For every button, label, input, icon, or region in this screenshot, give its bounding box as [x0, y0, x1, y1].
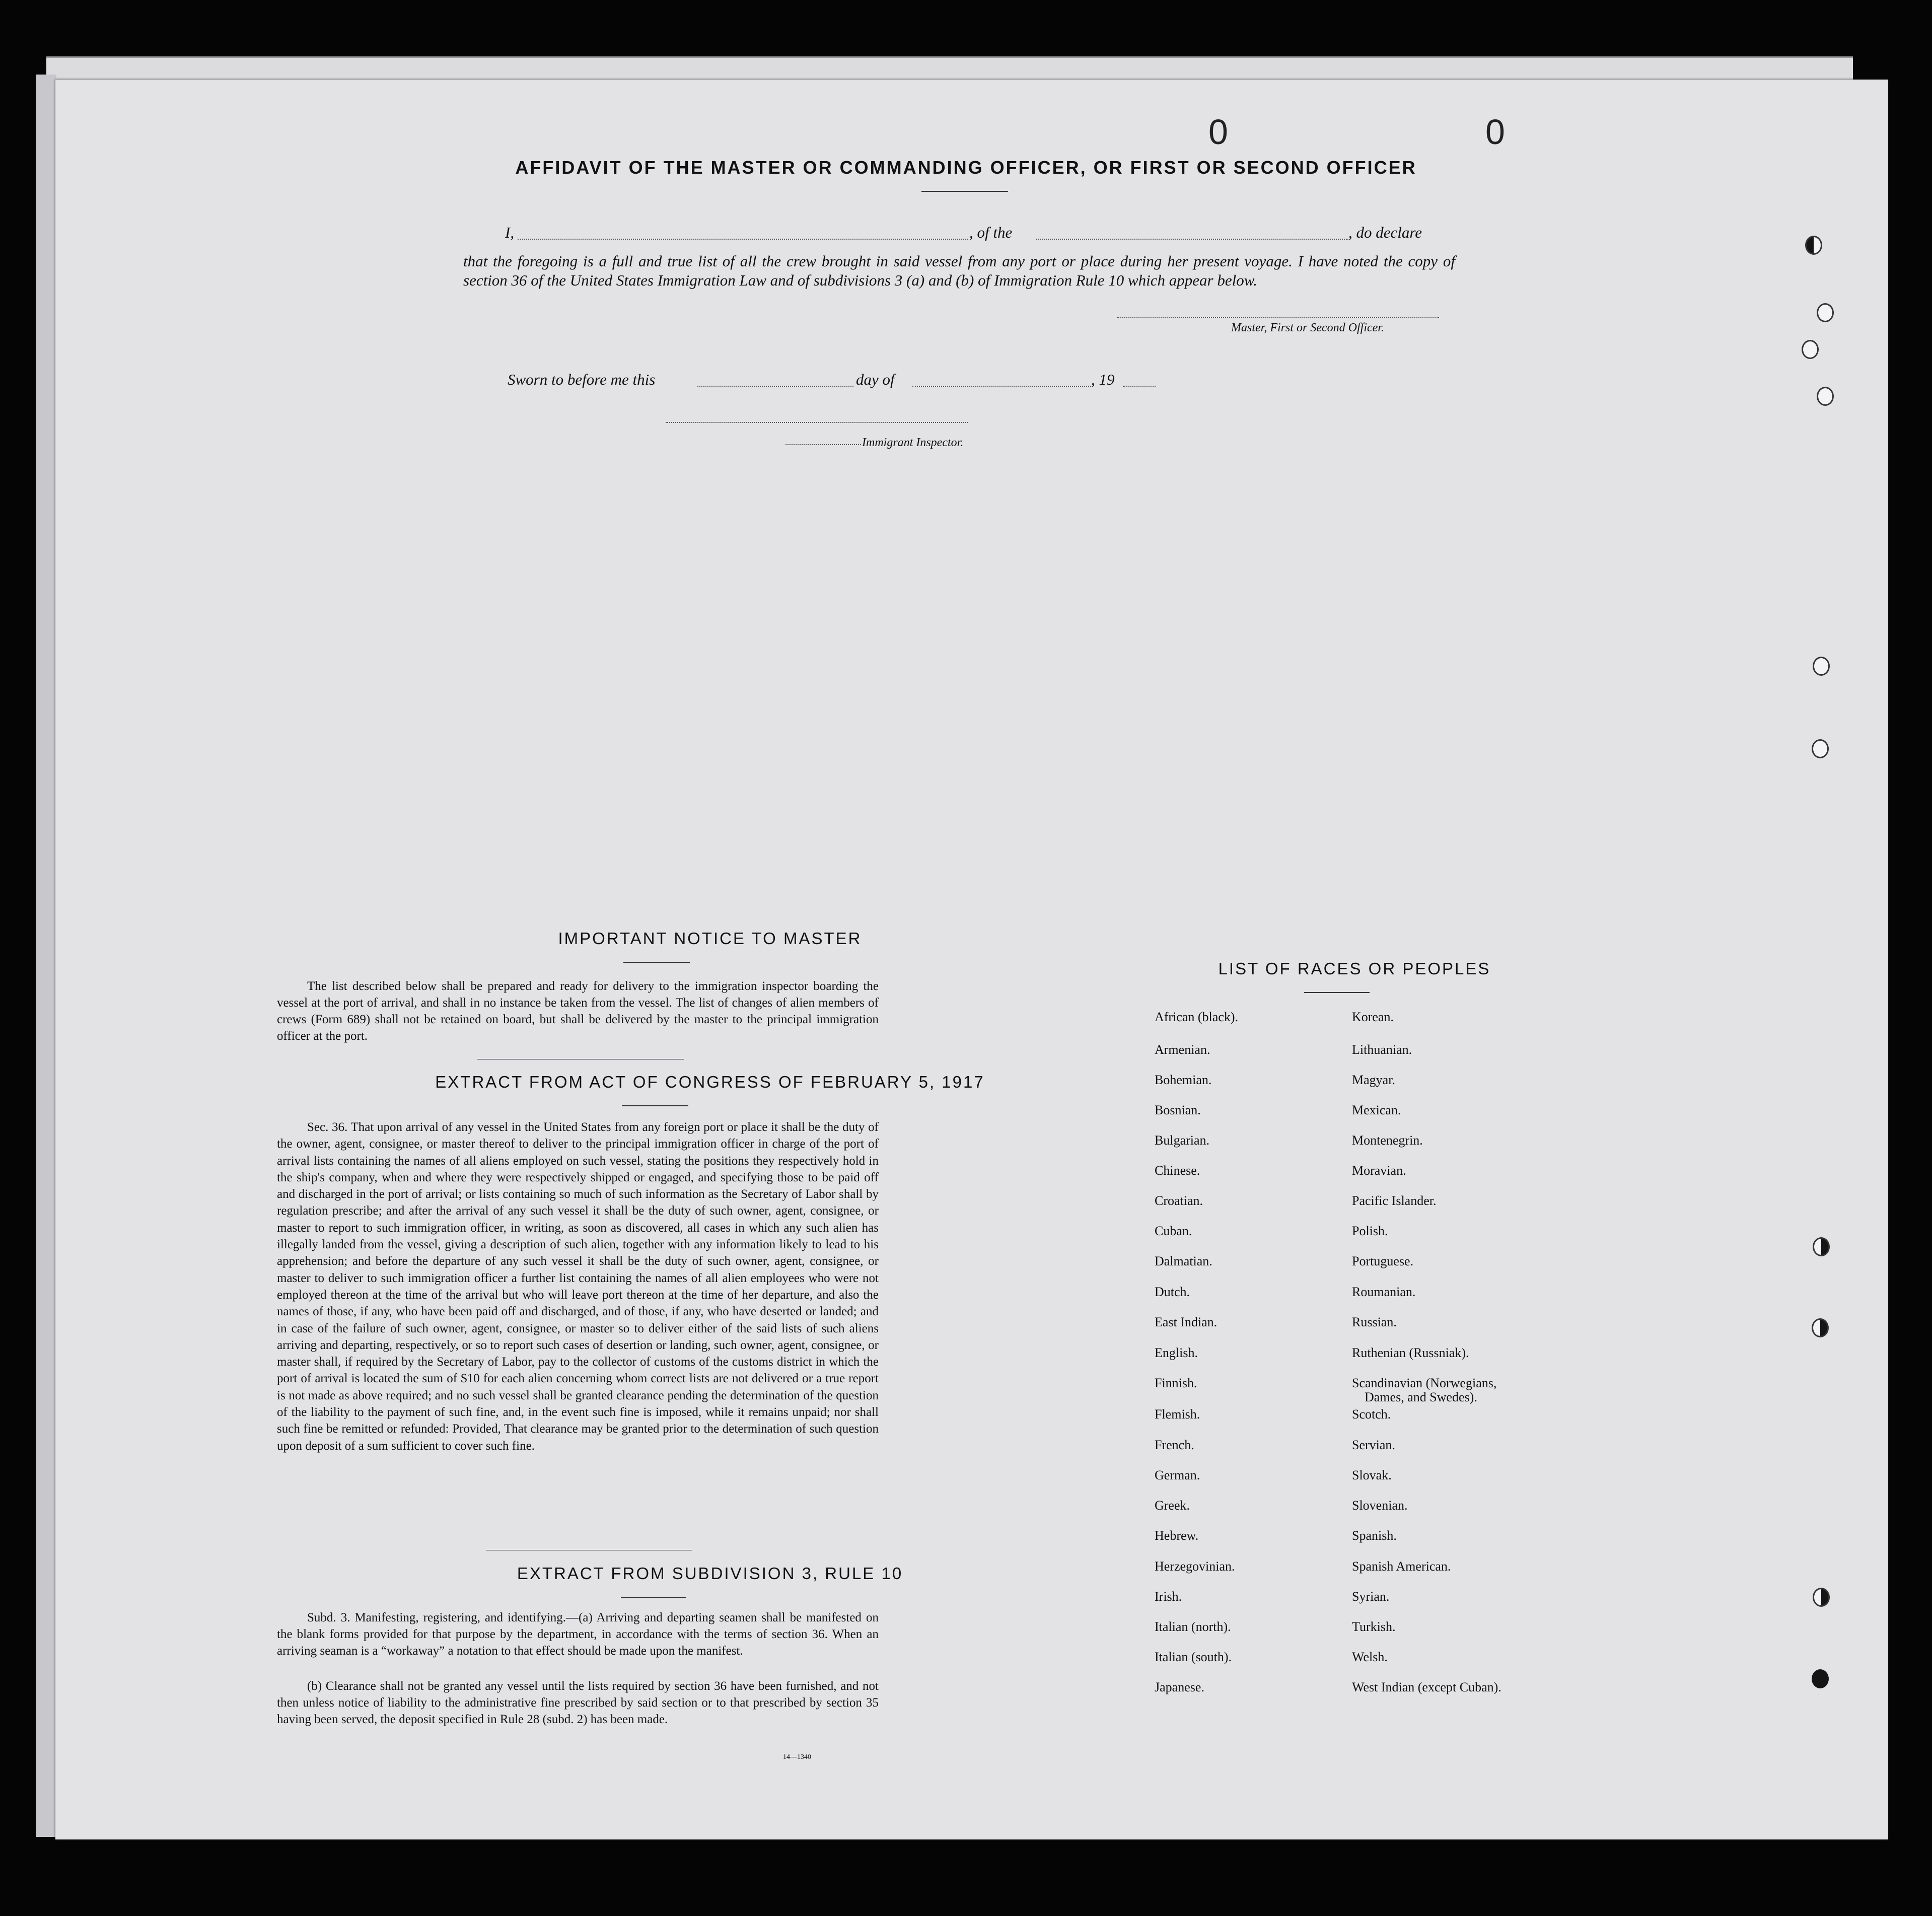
race-item: Bohemian.: [1155, 1073, 1212, 1087]
title-underline: [921, 191, 1008, 192]
month-blank: [912, 386, 1091, 387]
race-item: English.: [1155, 1345, 1198, 1360]
races-title: LIST OF RACES OR PEOPLES: [1218, 959, 1491, 978]
rule-underline: [621, 1597, 686, 1598]
race-item: Hebrew.: [1155, 1528, 1199, 1543]
top-mark-left: 0: [1208, 112, 1228, 152]
race-item: Russian.: [1352, 1315, 1397, 1329]
race-item: Spanish.: [1352, 1528, 1397, 1543]
inspector-signature-line: [666, 422, 968, 423]
punch-hole-icon: [1812, 1318, 1829, 1337]
race-item: Slovak.: [1352, 1468, 1392, 1482]
officer-signature-line: [1117, 317, 1439, 318]
rule-title: EXTRACT FROM SUBDIVISION 3, RULE 10: [517, 1564, 903, 1583]
race-item: Slovenian.: [1352, 1498, 1408, 1513]
act-text: Sec. 36. That upon arrival of any vessel in the United States from any foreign port or place it shall be the duty of the owner, agent, consignee, or master thereof to deliver to the principal immigration officer in charge of the port of arrival lists containing the names of all aliens employed on such vessel, stating the positions they respectively hold in the ship's company, when and where they were respectively shipped or engaged, and specifying those to be paid off and discharged in the port of arrival; or lists containing so much of such information as the Secretary of Labor shall by regulation prescribe; and after the arrival of any such vessel it shall be the duty of such owner, agent, consignee, or master to report to such immigration officer, in writing, as soon as discovered, all cases in which any such alien has illegally landed from the vessel, giving a description of such alien, together with any information likely to lead to his apprehension; and before the departure of any such vessel it shall be the duty of such owner, agent, consignee, or master to deliver to such immigration officer a further list containing the names of all alien employees who were not employed thereon at the time of the arrival but who will leave port thereon at the time of her departure, and also the names of those, if any, who have been paid off and discharged, and of those, if any, who have deserted or landed; and in case of the failure of such owner, agent, consignee, or master so to deliver either of the said lists of such aliens arriving and departing, respectively, or so to report such cases of desertion or landing, such owner, agent, consignee, or master shall, if required by the Secretary of Labor, pay to the collector of customs of the customs district in which the port of arrival is located the sum of $10 for each alien concerning whom correct lists are not delivered or a true report is not made as above required; and no such vessel shall be granted clearance pending the determination of the question of the liability to the payment of such fine, and, in the event such fine is imposed, while it remains unpaid; nor shall such fine be remitted or refunded: Provided, That clearance may be granted prior to the determination of such question upon deposit of a sum sufficient to cover such fine.: [277, 1120, 879, 1453]
race-item: Irish.: [1155, 1589, 1182, 1604]
affidavit-body: that the foregoing is a full and true list of all the crew brought in said vessel from any port or place during her present voyage. I have noted the copy of section 36 of the United States Immigration Law and of subdivisions 3 (a) and (b) of Immigration Rule 10 which appear below.: [463, 252, 1455, 289]
race-item: Syrian.: [1352, 1589, 1390, 1604]
race-item: East Indian.: [1155, 1315, 1218, 1329]
inspector-caption: Immigrant Inspector.: [862, 436, 964, 449]
race-item: West Indian (except Cuban).: [1352, 1680, 1501, 1694]
race-item: Portuguese.: [1352, 1254, 1414, 1268]
race-item: Dutch.: [1155, 1285, 1190, 1299]
race-item: Roumanian.: [1352, 1285, 1416, 1299]
race-item: Scandinavian (Norwegians,: [1352, 1376, 1497, 1390]
race-item: Magyar.: [1352, 1073, 1395, 1087]
race-item: Montenegrin.: [1352, 1133, 1423, 1148]
race-item: Greek.: [1155, 1498, 1190, 1513]
race-item: Bulgarian.: [1155, 1133, 1210, 1148]
race-item: Lithuanian.: [1352, 1042, 1412, 1057]
race-item: Croatian.: [1155, 1193, 1203, 1208]
race-item: Polish.: [1352, 1224, 1388, 1238]
race-item: Turkish.: [1352, 1619, 1396, 1634]
affidavit-declare: , do declare: [1348, 224, 1422, 241]
notice-underline: [623, 962, 690, 963]
rule-para-b: (b) Clearance shall not be granted any vessel until the lists required by section 36 have been furnished, and not then unless notice of liability to the administrative fine prescribed by said section or to that prescribed by section 35 having been served, the deposit specified in Rule 28 (subd. 2) has been made.: [277, 1679, 879, 1726]
notice-title: IMPORTANT NOTICE TO MASTER: [558, 929, 862, 948]
punch-hole-icon: [1805, 236, 1822, 255]
day-of-text: day of: [856, 371, 895, 388]
inspector-lead-line: [785, 444, 861, 445]
race-item: Bosnian.: [1155, 1103, 1201, 1117]
race-item: Flemish.: [1155, 1407, 1200, 1422]
race-item: Korean.: [1352, 1010, 1394, 1024]
race-item: Italian (north).: [1155, 1619, 1231, 1634]
punch-hole-icon: [1813, 657, 1830, 676]
race-item: Chinese.: [1155, 1163, 1200, 1178]
year-blank: [1123, 386, 1156, 387]
notice-text: The list described below shall be prepared and ready for delivery to the immigration inspector boarding the vessel at the port of arrival, and shall in no instance be taken from the vessel. The list of changes of alien members of crews (Form 689) shall not be retained on board, but shall be delivered by the master to the principal immigration officer at the port.: [277, 979, 879, 1043]
affidavit-title: AFFIDAVIT OF THE MASTER OR COMMANDING OFFICER, OR FIRST OR SECOND OFFICER: [515, 157, 1417, 178]
race-item: Finnish.: [1155, 1376, 1197, 1390]
race-item: Pacific Islander.: [1352, 1193, 1437, 1208]
officer-caption: Master, First or Second Officer.: [1231, 321, 1384, 334]
race-item: Mexican.: [1352, 1103, 1401, 1117]
race-item: Italian (south).: [1155, 1650, 1232, 1664]
race-item: Armenian.: [1155, 1042, 1210, 1057]
race-item: Welsh.: [1352, 1650, 1388, 1664]
punch-hole-icon: [1813, 1588, 1830, 1607]
race-item: African (black).: [1155, 1010, 1239, 1024]
name-blank: [518, 239, 968, 240]
race-item: Spanish American.: [1352, 1559, 1451, 1574]
year-prefix: , 19: [1091, 371, 1115, 388]
form-code: 14—1340: [783, 1753, 811, 1761]
race-item: French.: [1155, 1438, 1194, 1452]
race-item: Moravian.: [1352, 1163, 1406, 1178]
punch-hole-icon: [1817, 303, 1834, 322]
race-item: Ruthenian (Russniak).: [1352, 1345, 1469, 1360]
sworn-text: Sworn to before me this: [508, 371, 656, 388]
races-underline: [1304, 992, 1370, 993]
race-item: Dames, and Swedes).: [1365, 1390, 1477, 1404]
race-item: Scotch.: [1352, 1407, 1391, 1422]
race-item: Cuban.: [1155, 1224, 1192, 1238]
affidavit-i: I,: [505, 224, 515, 241]
race-item: German.: [1155, 1468, 1200, 1482]
punch-hole-icon: [1802, 340, 1819, 359]
punch-hole-icon: [1812, 1669, 1829, 1688]
act-underline: [622, 1105, 688, 1106]
punch-hole-icon: [1812, 739, 1829, 758]
vessel-blank: [1036, 239, 1348, 240]
punch-hole-icon: [1813, 1237, 1830, 1256]
race-item: Dalmatian.: [1155, 1254, 1212, 1268]
day-blank: [697, 386, 853, 387]
rule-para-a: Subd. 3. Manifesting, registering, and identifying.—(a) Arriving and departing seamen shall be manifested on the blank forms provided for that purpose by the department, in accordance with the terms of section 36. When an arriving seaman is a “workaway” a notation to that effect should be made upon the manifest.: [277, 1611, 879, 1658]
top-mark-right: 0: [1485, 112, 1505, 152]
affidavit-of-the: , of the: [969, 224, 1013, 241]
sheet-edge: [36, 75, 56, 1837]
punch-hole-icon: [1817, 387, 1834, 406]
act-title: EXTRACT FROM ACT OF CONGRESS OF FEBRUARY 5, 1917: [435, 1073, 985, 1091]
race-item: Herzegovinian.: [1155, 1559, 1235, 1574]
race-item: Servian.: [1352, 1438, 1395, 1452]
race-item: Japanese.: [1155, 1680, 1204, 1694]
